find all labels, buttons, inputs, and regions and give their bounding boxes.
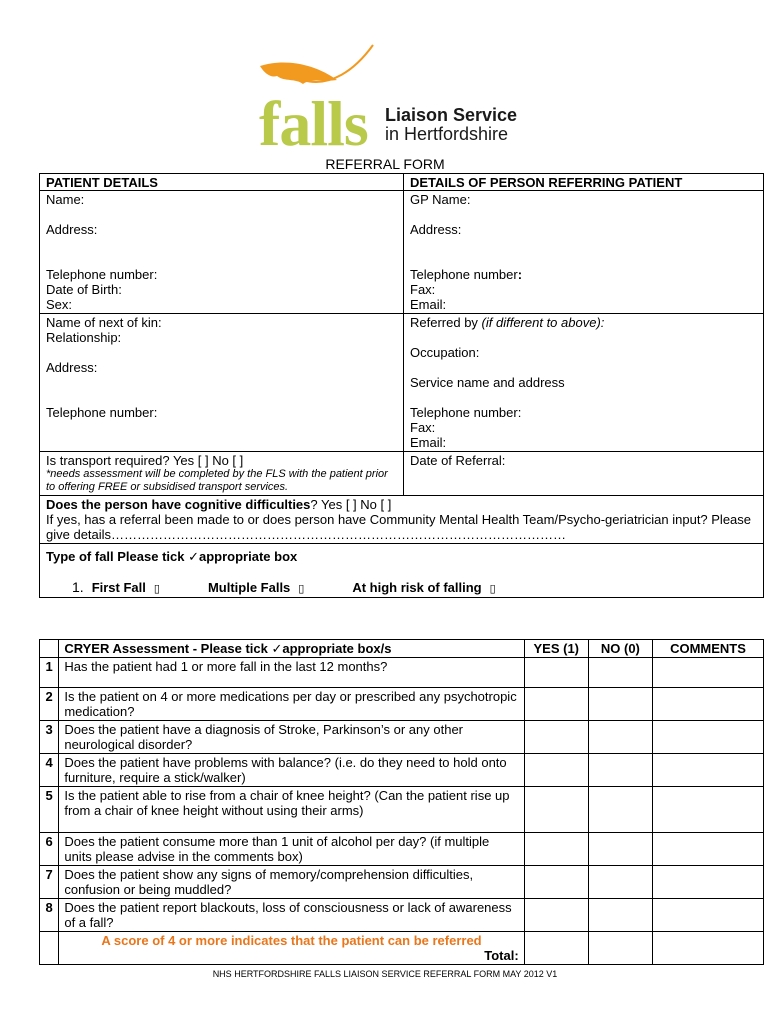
no-answer-cell[interactable] — [588, 787, 652, 833]
patient-sex-label: Sex: — [46, 297, 73, 312]
referred-by-cell[interactable] — [404, 314, 764, 452]
no-answer-cell[interactable] — [588, 833, 652, 866]
question-text: Does the patient report blackouts, loss of consciousness or lack of awareness of a fall? — [59, 899, 524, 932]
cryer-assessment-table — [39, 639, 764, 965]
logo-service-line2: in Hertfordshire — [385, 124, 509, 144]
patient-telephone-label: Telephone number: — [46, 267, 158, 282]
score-note: A score of 4 or more indicates that the patient can be referred — [101, 933, 482, 948]
tick-icon: ✓ — [271, 641, 283, 656]
patient-details-table — [39, 173, 764, 598]
no-answer-cell[interactable] — [588, 658, 652, 688]
question-number: 4 — [40, 754, 59, 787]
first-fall-label: First Fall — [91, 580, 146, 595]
no-answer-cell[interactable] — [588, 899, 652, 932]
yes-answer-cell[interactable] — [524, 866, 588, 899]
question-number: 3 — [40, 721, 59, 754]
yes-answer-cell[interactable] — [524, 899, 588, 932]
cryer-title: CRYER Assessment - Please tick ✓appropriate box/s — [59, 640, 524, 658]
question-text: Does the patient have a diagnosis of Stroke, Parkinson’s or any other neurological disorder? — [59, 721, 524, 754]
gp-fax-label: Fax: — [410, 282, 436, 297]
question-text: Has the patient had 1 or more fall in the last 12 months? — [59, 658, 524, 688]
logo-word: falls — [259, 88, 368, 159]
yes-column-header: YES (1) — [524, 640, 588, 658]
occupation-label: Occupation: — [410, 345, 480, 360]
date-of-referral-cell[interactable] — [404, 452, 764, 496]
patient-address-label: Address: — [46, 222, 98, 237]
question-text: Does the patient have problems with balance? (i.e. do they need to hold onto furniture, require a stick/walker) — [59, 754, 524, 787]
question-number: 1 — [40, 658, 59, 688]
high-risk-checkbox[interactable]: ▯ — [489, 582, 496, 595]
first-fall-checkbox[interactable]: ▯ — [153, 582, 160, 595]
gp-contact-cell[interactable] — [404, 191, 764, 314]
gp-email-label: Email: — [410, 297, 447, 312]
comments-cell[interactable] — [652, 754, 763, 787]
question-text: Is the patient on 4 or more medications per day or prescribed any psychotropic medication? — [59, 688, 524, 721]
cryer-question-row — [40, 658, 764, 688]
question-number: 6 — [40, 833, 59, 866]
comments-cell[interactable] — [652, 658, 763, 688]
gp-address-label: Address: — [410, 222, 462, 237]
patient-contact-cell[interactable] — [40, 191, 404, 314]
referrer-details-header: DETAILS OF PERSON REFERRING PATIENT — [404, 174, 764, 191]
no-answer-cell[interactable] — [588, 754, 652, 787]
date-of-referral-label: Date of Referral: — [410, 453, 506, 468]
transport-question: Is transport required? Yes [ ] No [ ] — [46, 453, 244, 468]
gp-name-label: GP Name: — [410, 192, 471, 207]
tick-icon: ✓ — [188, 549, 199, 564]
cognitive-followup: If yes, has a referral been made to or does person have Community Mental Health Team/Psycho-geriatrician input? Please give details…………………………………………………………………………………………… — [46, 512, 752, 542]
falls-liaison-logo — [255, 40, 525, 159]
fall-type-options — [46, 579, 757, 595]
yes-answer-cell[interactable] — [524, 787, 588, 833]
comments-cell[interactable] — [652, 899, 763, 932]
referrer-fax-label: Fax: — [410, 420, 436, 435]
yes-answer-cell[interactable] — [524, 658, 588, 688]
service-label: Service name and address — [410, 375, 565, 390]
transport-cell[interactable] — [40, 452, 404, 496]
no-answer-cell[interactable] — [588, 688, 652, 721]
total-comments-cell[interactable] — [652, 932, 763, 965]
question-text: Is the patient able to rise from a chair of knee height? (Can the patient rise up from a chair of knee height without using their arms) — [59, 787, 524, 833]
cryer-question-row — [40, 833, 764, 866]
multiple-falls-checkbox[interactable]: ▯ — [298, 582, 305, 595]
question-number: 5 — [40, 787, 59, 833]
footer-text: NHS HERTFORDSHIRE FALLS LIAISON SERVICE REFERRAL FORM MAY 2012 V1 — [212, 969, 558, 979]
next-of-kin-cell[interactable] — [40, 314, 404, 452]
comments-cell[interactable] — [652, 833, 763, 866]
yes-answer-cell[interactable] — [524, 754, 588, 787]
total-label: Total: — [484, 948, 519, 963]
referred-by-label: Referred by (if different to above): — [410, 315, 605, 330]
question-number: 2 — [40, 688, 59, 721]
cryer-question-row — [40, 688, 764, 721]
score-note-cell — [59, 932, 524, 965]
referrer-telephone-label: Telephone number: — [410, 405, 522, 420]
cryer-question-row — [40, 899, 764, 932]
gp-telephone-label: Telephone number: — [410, 267, 523, 282]
question-text: Does the patient show any signs of memory/comprehension difficulties, confusion or being muddled? — [59, 866, 524, 899]
patient-name-label: Name: — [46, 192, 85, 207]
cryer-question-row — [40, 787, 764, 833]
fall-type-number: 1. — [72, 579, 84, 595]
yes-answer-cell[interactable] — [524, 721, 588, 754]
multiple-falls-label: Multiple Falls — [207, 580, 291, 595]
nok-telephone-label: Telephone number: — [46, 405, 158, 420]
referrer-email-label: Email: — [410, 435, 447, 450]
no-column-header: NO (0) — [588, 640, 652, 658]
comments-cell[interactable] — [652, 688, 763, 721]
question-number: 8 — [40, 899, 59, 932]
total-no-cell[interactable] — [588, 932, 652, 965]
comments-cell[interactable] — [652, 866, 763, 899]
logo-service-line1: Liaison Service — [385, 105, 518, 125]
cryer-question-row — [40, 866, 764, 899]
nok-relationship-label: Relationship: — [46, 330, 122, 345]
cryer-question-row — [40, 721, 764, 754]
comments-column-header: COMMENTS — [652, 640, 763, 658]
transport-note: *needs assessment will be completed by the FLS with the patient prior to offering FREE or subsidised transport services. — [46, 468, 388, 493]
total-yes-cell[interactable] — [524, 932, 588, 965]
nok-address-label: Address: — [46, 360, 98, 375]
question-text: Does the patient consume more than 1 unit of alcohol per day? (if multiple units please advise in the comments box) — [59, 833, 524, 866]
fall-type-cell — [40, 544, 764, 598]
patient-dob-label: Date of Birth: — [46, 282, 122, 297]
comments-cell[interactable] — [652, 721, 763, 754]
nok-name-label: Name of next of kin: — [46, 315, 162, 330]
form-title: REFERRAL FORM — [325, 156, 445, 172]
fall-type-title: Type of fall Please tick ✓appropriate box — [46, 549, 298, 564]
comments-cell[interactable] — [652, 787, 763, 833]
yes-answer-cell[interactable] — [524, 833, 588, 866]
patient-details-header: PATIENT DETAILS — [40, 174, 404, 191]
cognitive-question: Does the person have cognitive difficulties? Yes [ ] No [ ] — [46, 497, 392, 512]
cognitive-cell[interactable] — [40, 496, 764, 544]
no-answer-cell[interactable] — [588, 721, 652, 754]
yes-answer-cell[interactable] — [524, 688, 588, 721]
no-answer-cell[interactable] — [588, 866, 652, 899]
high-risk-label: At high risk of falling — [352, 580, 482, 595]
cryer-question-row — [40, 754, 764, 787]
question-number: 7 — [40, 866, 59, 899]
